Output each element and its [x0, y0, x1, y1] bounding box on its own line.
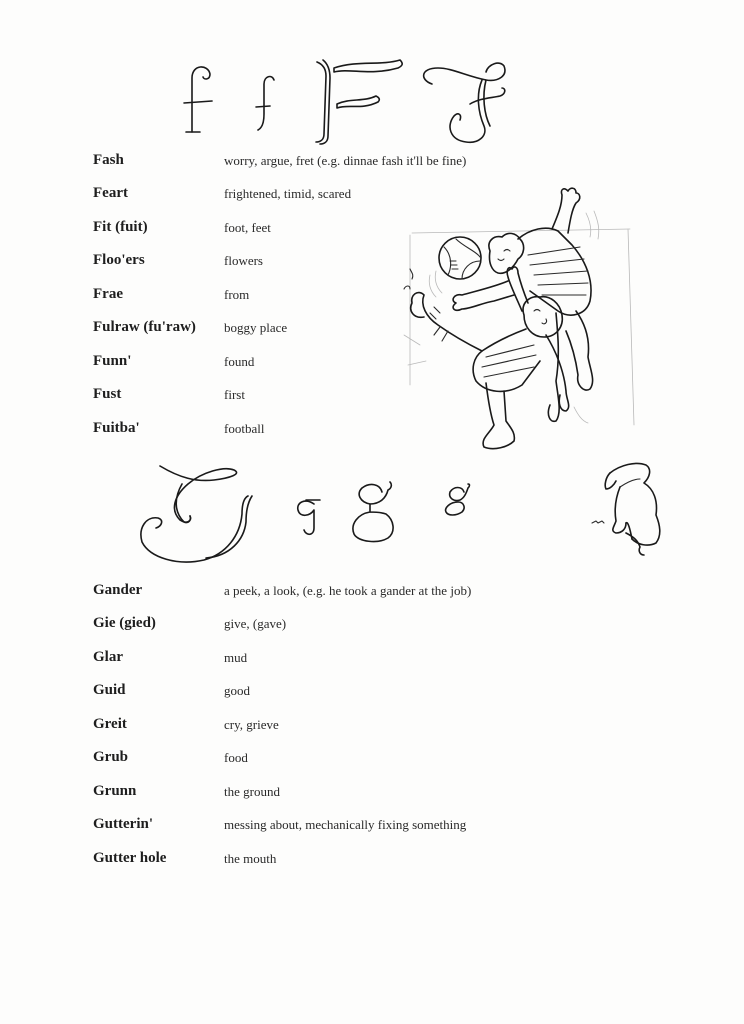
football-icon [439, 237, 481, 279]
definition: cry, grieve [224, 717, 279, 732]
definition: flowers [224, 253, 263, 268]
term: Fuitba' [93, 420, 140, 436]
term: Gie (gied) [93, 615, 156, 631]
definition: first [224, 387, 245, 402]
calligraphy-g-lowercase-1 [298, 500, 320, 534]
term: Guid [93, 682, 126, 698]
calligraphy-g-lowercase-2 [353, 482, 393, 541]
definition: worry, argue, fret (e.g. dinnae fash it'll be fine) [224, 153, 467, 168]
definition: football [224, 421, 265, 436]
decorative-f-letters [170, 50, 510, 150]
definition: messing about, mechanically fixing something [224, 817, 467, 832]
calligraphy-f-lowercase-1 [184, 67, 212, 132]
definition: give, (gave) [224, 616, 287, 631]
definition: the ground [224, 784, 280, 799]
term: Frae [93, 286, 123, 302]
definition: mud [224, 650, 248, 665]
definition: found [224, 354, 255, 369]
definition: food [224, 750, 248, 765]
definition: foot, feet [224, 220, 271, 235]
term: Fust [93, 386, 122, 402]
calligraphy-f-lowercase-2 [256, 77, 274, 130]
term: Floo'ers [93, 252, 145, 268]
decorative-g-letters [130, 462, 490, 582]
term: Fit (fuit) [93, 219, 148, 235]
term: Fash [93, 152, 124, 168]
term: Gutterin' [93, 816, 153, 832]
footballers-illustration [390, 185, 650, 465]
term: Gutter hole [93, 850, 167, 866]
calligraphy-f-script [424, 63, 505, 142]
term: Grub [93, 749, 129, 765]
definition: boggy place [224, 320, 288, 335]
definition: frightened, timid, scared [224, 186, 352, 201]
dog-illustration [590, 455, 700, 560]
term: Grunn [93, 783, 137, 799]
calligraphy-g-lowercase-3 [446, 484, 470, 515]
definition: from [224, 287, 250, 302]
term: Funn' [93, 353, 132, 369]
calligraphy-f-uppercase [316, 60, 402, 144]
term: Glar [93, 649, 123, 665]
term: Fulraw (fu'raw) [93, 319, 196, 335]
definition: a peek, a look, (e.g. he took a gander at the job) [224, 583, 472, 598]
definition: the mouth [224, 851, 277, 866]
term: Gander [93, 582, 143, 598]
term: Feart [93, 185, 128, 201]
definition: good [224, 683, 250, 698]
term: Greit [93, 716, 127, 732]
calligraphy-g-uppercase [141, 466, 252, 562]
